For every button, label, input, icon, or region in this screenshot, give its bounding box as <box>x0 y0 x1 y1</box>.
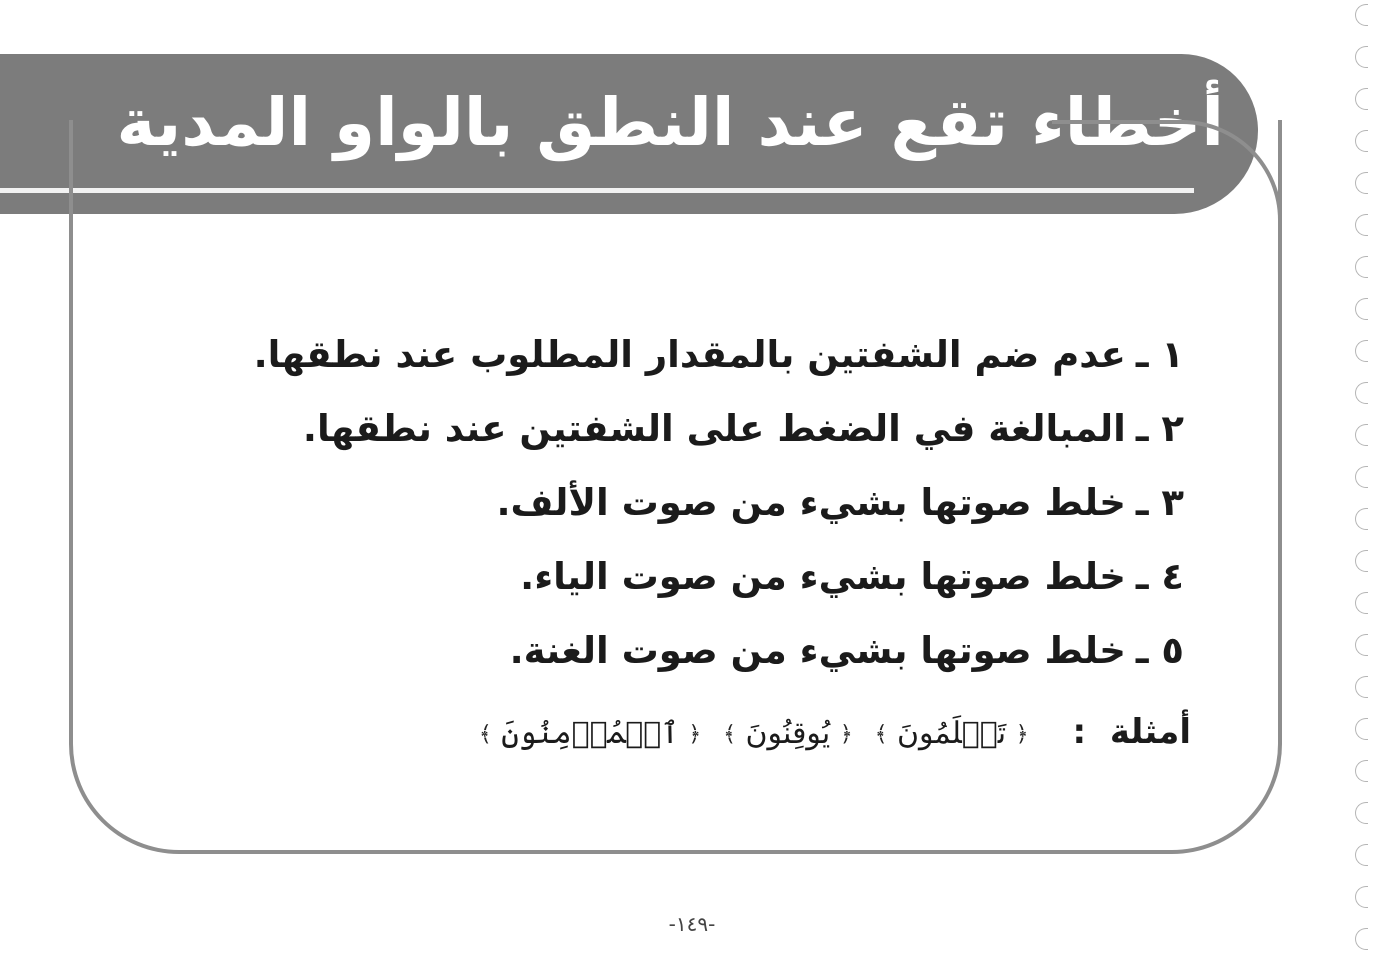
list-item <box>324 466 1184 540</box>
binding-ring <box>1355 256 1368 278</box>
example-word-text: تَعۡلَمُونَ <box>897 716 1007 751</box>
list-item <box>253 318 1184 392</box>
ornate-bracket-close: ﴾ <box>874 722 888 747</box>
example-word <box>875 697 1029 772</box>
list-item <box>302 392 1184 466</box>
binding-ring <box>1355 172 1368 194</box>
ornate-bracket-open: ﴿ <box>688 722 702 747</box>
binding-ring <box>1355 760 1368 782</box>
list-item-number: ٥ ـ <box>1135 629 1184 672</box>
list-item-text: خلط صوتها بشيء من صوت الياء. <box>520 555 1126 598</box>
binding-ring <box>1355 592 1368 614</box>
list-item <box>324 614 1184 688</box>
ornate-bracket-open: ﴿ <box>1015 722 1029 747</box>
list-item-text: المبالغة في الضغط على الشفتين عند نطقها. <box>302 407 1126 450</box>
binding-ring <box>1355 508 1368 530</box>
binding-ring <box>1355 634 1368 656</box>
list-item-number: ١ ـ <box>1135 333 1184 376</box>
binding-ring <box>1355 214 1368 236</box>
page-number: -١٤٩- <box>668 912 716 936</box>
example-word-text: ٱلۡمُؤۡمِنُونَ <box>501 716 679 751</box>
binding-ring <box>1355 802 1368 824</box>
ornate-bracket-open: ﴿ <box>839 722 853 747</box>
ornate-bracket-close: ﴾ <box>723 722 736 747</box>
page-title: أخطاء تقع عند النطق بالواو المدية <box>116 84 1224 161</box>
binding-ring <box>1355 88 1368 110</box>
card-corner-border <box>1052 120 1282 300</box>
binding-ring <box>1355 4 1368 26</box>
examples-label: أمثلة <box>1109 712 1191 752</box>
example-word-text: يُوقِنُونَ <box>745 716 831 751</box>
binding-ring <box>1355 424 1368 446</box>
list-item <box>324 540 1184 614</box>
list-item-number: ٤ ـ <box>1135 555 1184 598</box>
list-item-text: عدم ضم الشفتين بالمقدار المطلوب عند نطقها. <box>253 333 1126 376</box>
mistakes-list <box>253 318 1184 688</box>
binding-ring <box>1355 466 1368 488</box>
list-item-number: ٢ ـ <box>1135 407 1184 450</box>
binding-ring <box>1355 46 1368 68</box>
binding-ring <box>1355 550 1368 572</box>
spiral-binding <box>1338 0 1384 973</box>
list-item-number: ٣ ـ <box>1135 481 1184 524</box>
example-word <box>723 697 853 772</box>
binding-ring <box>1355 382 1368 404</box>
list-item-text: خلط صوتها بشيء من صوت الألف. <box>496 481 1126 524</box>
binding-ring <box>1355 130 1368 152</box>
example-word <box>479 697 701 772</box>
binding-ring <box>1355 676 1368 698</box>
examples-row <box>431 695 1191 772</box>
binding-ring <box>1355 844 1368 866</box>
binding-ring <box>1355 928 1368 950</box>
ornate-bracket-close: ﴾ <box>478 722 492 747</box>
binding-ring <box>1355 340 1368 362</box>
binding-ring <box>1355 886 1368 908</box>
list-item-text: خلط صوتها بشيء من صوت الغنة. <box>509 629 1126 672</box>
binding-ring <box>1355 718 1368 740</box>
examples-colon: : <box>1072 712 1087 752</box>
binding-ring <box>1355 298 1368 320</box>
